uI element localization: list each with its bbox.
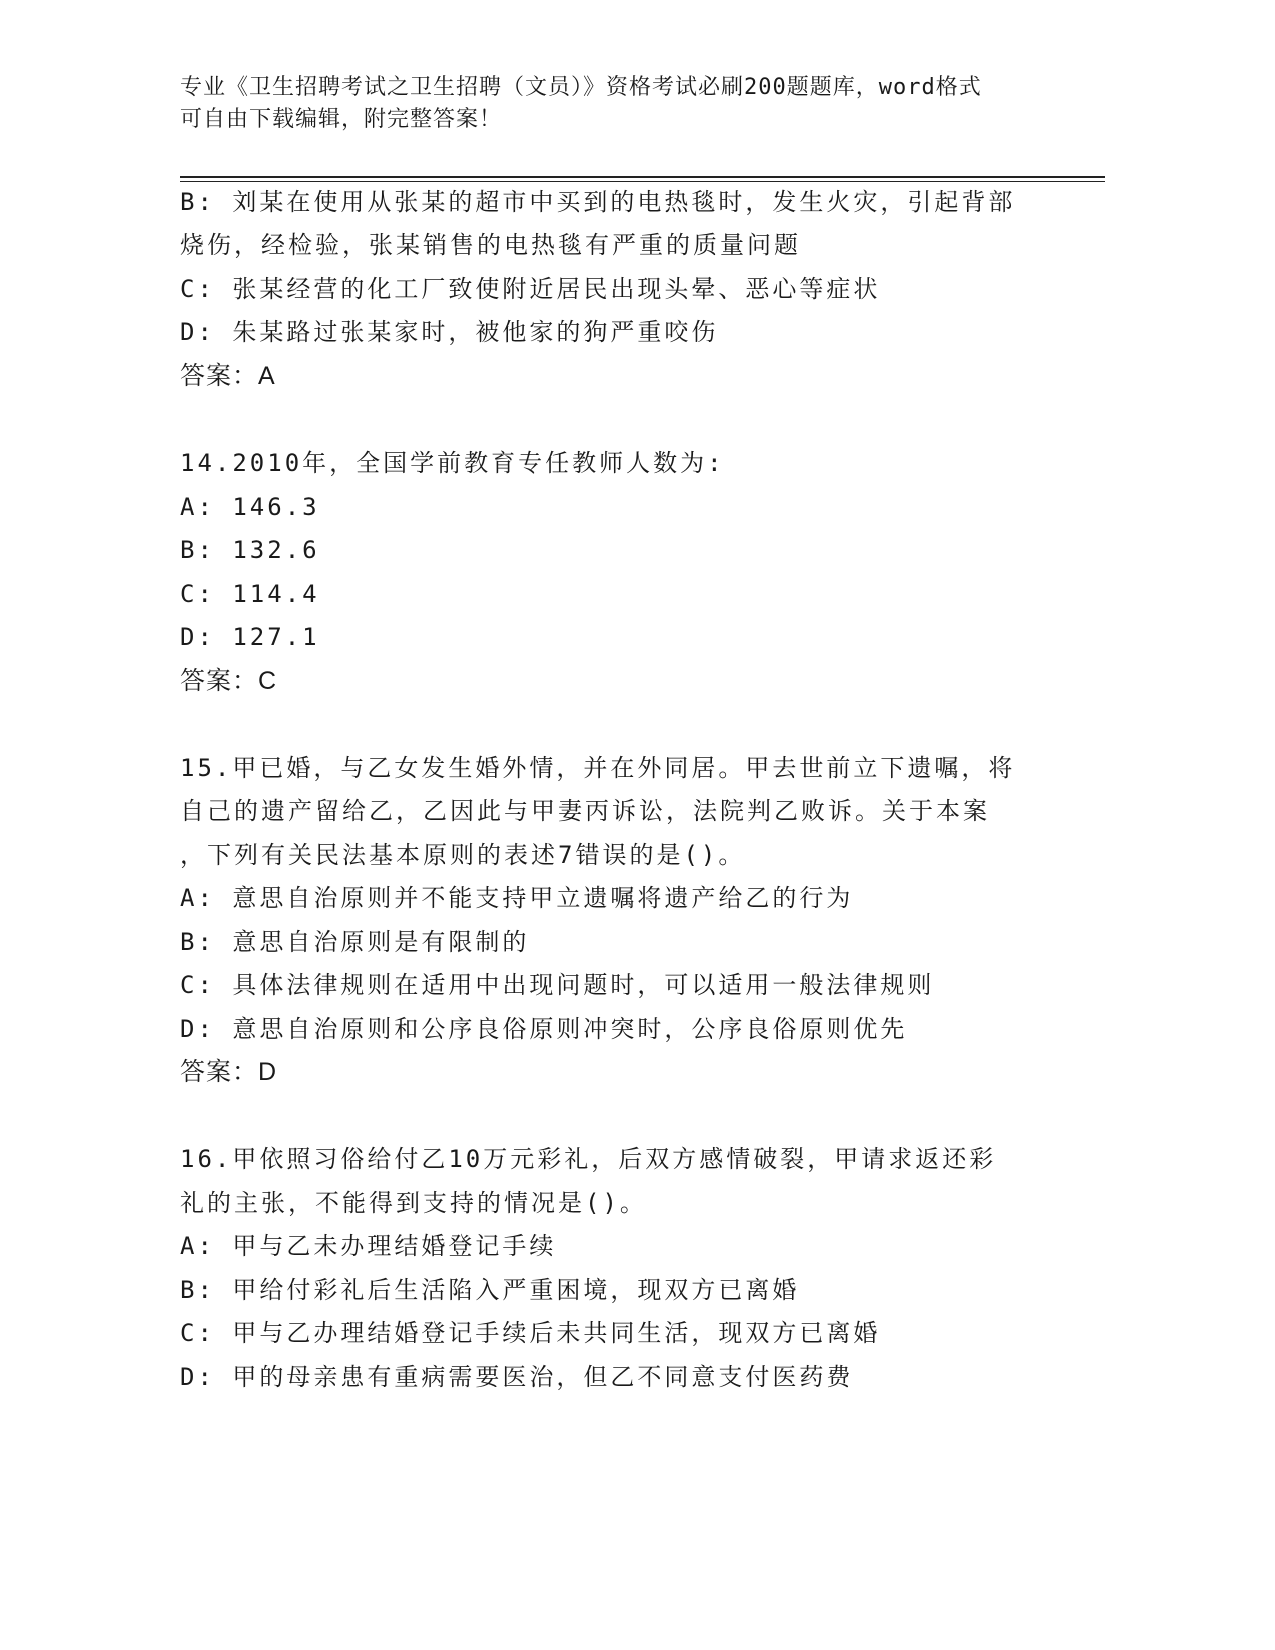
q13-option-d: D: 朱某路过张某家时，被他家的狗严重咬伤 bbox=[180, 318, 719, 346]
q13-option-b-line-2: 烧伤，经检验，张某销售的电热毯有严重的质量问题 bbox=[180, 231, 801, 259]
q16-option-a: A: 甲与乙未办理结婚登记手续 bbox=[180, 1232, 557, 1260]
q14-option-d: D: 127.1 bbox=[180, 623, 320, 651]
document-header bbox=[180, 72, 1060, 136]
q16-stem-line-1: 16.甲依照习俗给付乙10万元彩礼，后双方感情破裂，甲请求返还彩 bbox=[180, 1145, 997, 1173]
header-line-1: 专业《卫生招聘考试之卫生招聘（文员）》资格考试必刷200题题库，word格式 bbox=[180, 75, 982, 100]
q15-option-a: A: 意思自治原则并不能支持甲立遗嘱将遗产给乙的行为 bbox=[180, 884, 854, 912]
q15-option-c: C: 具体法律规则在适用中出现问题时，可以适用一般法律规则 bbox=[180, 971, 935, 999]
q15-stem-line-2: 自己的遗产留给乙，乙因此与甲妻丙诉讼，法院判乙败诉。关于本案 bbox=[180, 797, 990, 825]
q14-option-c: C: 114.4 bbox=[180, 580, 320, 608]
q15-option-d: D: 意思自治原则和公序良俗原则冲突时，公序良俗原则优先 bbox=[180, 1015, 908, 1043]
q16-stem-line-2: 礼的主张，不能得到支持的情况是()。 bbox=[180, 1189, 647, 1217]
header-divider-thin bbox=[180, 181, 1105, 182]
header-divider-thick bbox=[180, 176, 1105, 178]
q13-option-c: C: 张某经营的化工厂致使附近居民出现头晕、恶心等症状 bbox=[180, 275, 881, 303]
q14-option-a: A: 146.3 bbox=[180, 493, 320, 521]
q15-option-b: B: 意思自治原则是有限制的 bbox=[180, 928, 530, 956]
q16-option-d: D: 甲的母亲患有重病需要医治，但乙不同意支付医药费 bbox=[180, 1363, 854, 1391]
q15-stem-line-1: 15.甲已婚，与乙女发生婚外情，并在外同居。甲去世前立下遗嘱，将 bbox=[180, 754, 1016, 782]
q16-option-c: C: 甲与乙办理结婚登记手续后未共同生活，现双方已离婚 bbox=[180, 1319, 881, 1347]
q14-option-b: B: 132.6 bbox=[180, 536, 320, 564]
q15-answer: 答案：D bbox=[180, 1058, 278, 1086]
q13-answer: 答案：A bbox=[180, 362, 276, 390]
q16-option-b: B: 甲给付彩礼后生活陷入严重困境，现双方已离婚 bbox=[180, 1276, 800, 1304]
q14-answer: 答案：C bbox=[180, 667, 278, 695]
q14-stem: 14.2010年，全国学前教育专任教师人数为: bbox=[180, 449, 725, 477]
q15-stem-line-3: ，下列有关民法基本原则的表述7错误的是()。 bbox=[180, 841, 746, 869]
q13-option-b-line-1: B: 刘某在使用从张某的超市中买到的电热毯时，发生火灾，引起背部 bbox=[180, 188, 1016, 216]
header-line-2: 可自由下载编辑，附完整答案！ bbox=[180, 107, 503, 132]
